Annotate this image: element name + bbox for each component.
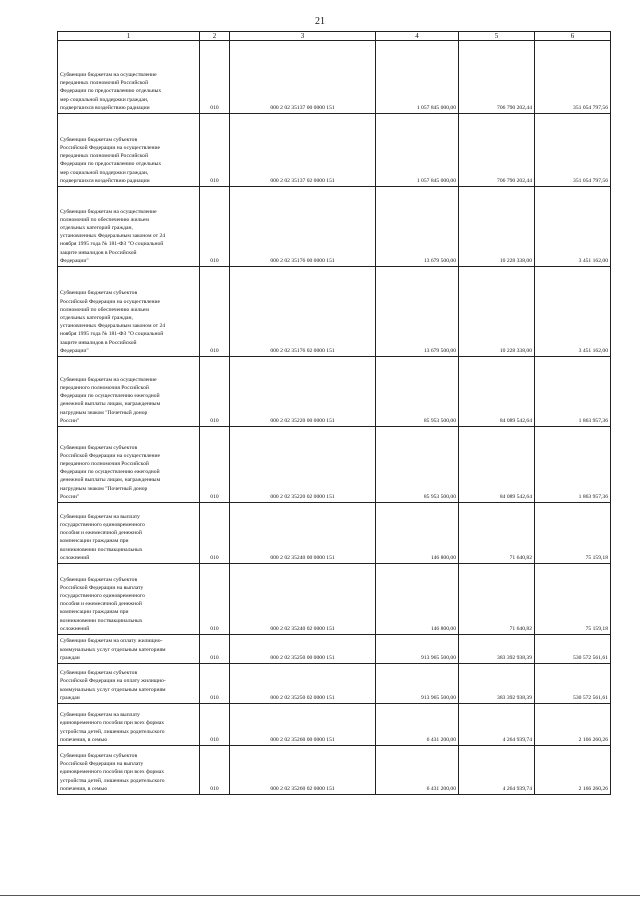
budget-code-cell: 000 2 02 35137 02 0000 151 [230, 114, 376, 187]
budget-code-cell: 000 2 02 35240 00 0000 151 [230, 503, 376, 564]
line-code-cell: 010 [200, 564, 230, 635]
header-cell: 2 [200, 32, 230, 41]
budget-code-cell: 000 2 02 35250 02 0000 151 [230, 664, 376, 704]
executed-amount-cell: 383 392 938,39 [459, 664, 535, 704]
table-row [58, 267, 611, 357]
description-cell: Субвенции бюджетам на оплату жилищно- коммунальных услуг отдельным категориям граждан [58, 635, 200, 664]
executed-amount-cell: 4 264 939,74 [459, 704, 535, 746]
table-row [58, 114, 611, 187]
approved-amount-cell: 1 057 845 000,00 [376, 41, 459, 114]
header-cell: 1 [58, 32, 200, 41]
table-row [58, 41, 611, 114]
line-code-cell: 010 [200, 114, 230, 187]
budget-code-cell: 000 2 02 35220 02 0000 151 [230, 427, 376, 503]
table-row [58, 664, 611, 704]
unexecuted-amount-cell: 3 451 162,00 [535, 267, 611, 357]
line-code-cell: 010 [200, 704, 230, 746]
budget-code-cell: 000 2 02 35260 00 0000 151 [230, 704, 376, 746]
description-cell: Субвенции бюджетам субъектов Российской Федерации на осуществление полномочий по обеспечению жильем отдельных категорий граждан, установленных Федеральным законом от 24 ноября 1995 года № 181-ФЗ "О социальной защите инвалидов в Российской Федерации" [58, 267, 200, 357]
description-cell: Субвенции бюджетам субъектов Российской Федерации на выплату государственного единовременного пособия и ежемесячной денежной компенсации гражданам при возникновении поствакцинальных осложнений [58, 564, 200, 635]
approved-amount-cell: 146 800,00 [376, 503, 459, 564]
approved-amount-cell: 6 431 200,00 [376, 704, 459, 746]
table-row [58, 503, 611, 564]
line-code-cell: 010 [200, 267, 230, 357]
line-code-cell: 010 [200, 664, 230, 704]
header-cell: 6 [535, 32, 611, 41]
approved-amount-cell: 13 679 500,00 [376, 267, 459, 357]
page-bottom-rule [0, 895, 640, 896]
description-cell: Субвенции бюджетам субъектов Российской Федерации на осуществление переданных полномочий Российской Федерации по предоставлению отдельных мер социальной поддержки граждан, подвергшихся воздействию радиации [58, 114, 200, 187]
executed-amount-cell: 383 392 938,39 [459, 635, 535, 664]
unexecuted-amount-cell: 530 572 561,61 [535, 635, 611, 664]
table-row [58, 635, 611, 664]
budget-code-cell: 000 2 02 35260 02 0000 151 [230, 746, 376, 795]
table-row [58, 357, 611, 427]
budget-code-cell: 000 2 02 35240 02 0000 151 [230, 564, 376, 635]
description-cell: Субвенции бюджетам на выплату государственного единовременного пособия и ежемесячной денежной компенсации гражданам при возникновении поствакцинальных осложнений [58, 503, 200, 564]
executed-amount-cell: 84 089 542,64 [459, 357, 535, 427]
line-code-cell: 010 [200, 427, 230, 503]
header-row [58, 32, 611, 41]
unexecuted-amount-cell: 75 159,18 [535, 503, 611, 564]
line-code-cell: 010 [200, 41, 230, 114]
description-cell: Субвенции бюджетам на выплату единовременного пособия при всех формах устройства детей, лишенных родительского попечения, в семью [58, 704, 200, 746]
description-cell: Субвенции бюджетам субъектов Российской Федерации на выплату единовременного пособия при всех формах устройства детей, лишенных родительского попечения, в семью [58, 746, 200, 795]
unexecuted-amount-cell: 2 166 260,26 [535, 746, 611, 795]
line-code-cell: 010 [200, 503, 230, 564]
executed-amount-cell: 4 264 939,74 [459, 746, 535, 795]
budget-code-cell: 000 2 02 35176 02 0000 151 [230, 267, 376, 357]
description-cell: Субвенции бюджетам субъектов Российской Федерации на осуществление переданного полномочия Российской Федерации по осуществлению ежегодной денежной выплаты лицам, награжденным нагрудным знаком "Почетный донор России" [58, 427, 200, 503]
unexecuted-amount-cell: 351 054 797,56 [535, 114, 611, 187]
line-code-cell: 010 [200, 187, 230, 267]
approved-amount-cell: 913 965 500,00 [376, 664, 459, 704]
unexecuted-amount-cell: 2 166 260,26 [535, 704, 611, 746]
approved-amount-cell: 85 953 500,00 [376, 427, 459, 503]
line-code-cell: 010 [200, 357, 230, 427]
header-cell: 4 [376, 32, 459, 41]
budget-code-cell: 000 2 02 35176 00 0000 151 [230, 187, 376, 267]
table-row [58, 564, 611, 635]
approved-amount-cell: 6 431 200,00 [376, 746, 459, 795]
executed-amount-cell: 10 228 338,00 [459, 267, 535, 357]
line-code-cell: 010 [200, 635, 230, 664]
budget-code-cell: 000 2 02 35137 00 0000 151 [230, 41, 376, 114]
table-row [58, 704, 611, 746]
description-cell: Субвенции бюджетам на осуществление переданных полномочий Российской Федерации по предоставлению отдельных мер социальной поддержки граждан, подвергшихся воздействию радиации [58, 41, 200, 114]
table-row [58, 746, 611, 795]
unexecuted-amount-cell: 530 572 561,61 [535, 664, 611, 704]
executed-amount-cell: 706 790 202,44 [459, 114, 535, 187]
description-cell: Субвенции бюджетам на осуществление полномочий по обеспечению жильем отдельных категорий граждан, установленных Федеральным законом от 24 ноября 1995 года № 181-ФЗ "О социальной защите инвалидов в Российской Федерации" [58, 187, 200, 267]
table-row [58, 427, 611, 503]
approved-amount-cell: 146 800,00 [376, 564, 459, 635]
approved-amount-cell: 913 965 500,00 [376, 635, 459, 664]
table-row [58, 187, 611, 267]
header-cell: 5 [459, 32, 535, 41]
unexecuted-amount-cell: 1 863 957,36 [535, 427, 611, 503]
executed-amount-cell: 706 790 202,44 [459, 41, 535, 114]
unexecuted-amount-cell: 351 054 797,56 [535, 41, 611, 114]
unexecuted-amount-cell: 75 159,18 [535, 564, 611, 635]
budget-code-cell: 000 2 02 35220 00 0000 151 [230, 357, 376, 427]
executed-amount-cell: 71 640,82 [459, 564, 535, 635]
approved-amount-cell: 1 057 845 000,00 [376, 114, 459, 187]
page-number: 21 [315, 16, 325, 27]
budget-table [57, 31, 611, 795]
unexecuted-amount-cell: 1 863 957,36 [535, 357, 611, 427]
approved-amount-cell: 13 679 500,00 [376, 187, 459, 267]
header-cell: 3 [230, 32, 376, 41]
description-cell: Субвенции бюджетам субъектов Российской Федерации на оплату жилищно- коммунальных услуг отдельным категориям граждан [58, 664, 200, 704]
line-code-cell: 010 [200, 746, 230, 795]
unexecuted-amount-cell: 3 451 162,00 [535, 187, 611, 267]
budget-code-cell: 000 2 02 35250 00 0000 151 [230, 635, 376, 664]
description-cell: Субвенции бюджетам на осуществление переданного полномочия Российской Федерации по осуществлению ежегодной денежной выплаты лицам, награжденным нагрудным знаком "Почетный донор России" [58, 357, 200, 427]
executed-amount-cell: 10 228 338,00 [459, 187, 535, 267]
executed-amount-cell: 71 640,82 [459, 503, 535, 564]
executed-amount-cell: 84 089 542,64 [459, 427, 535, 503]
approved-amount-cell: 85 953 500,00 [376, 357, 459, 427]
